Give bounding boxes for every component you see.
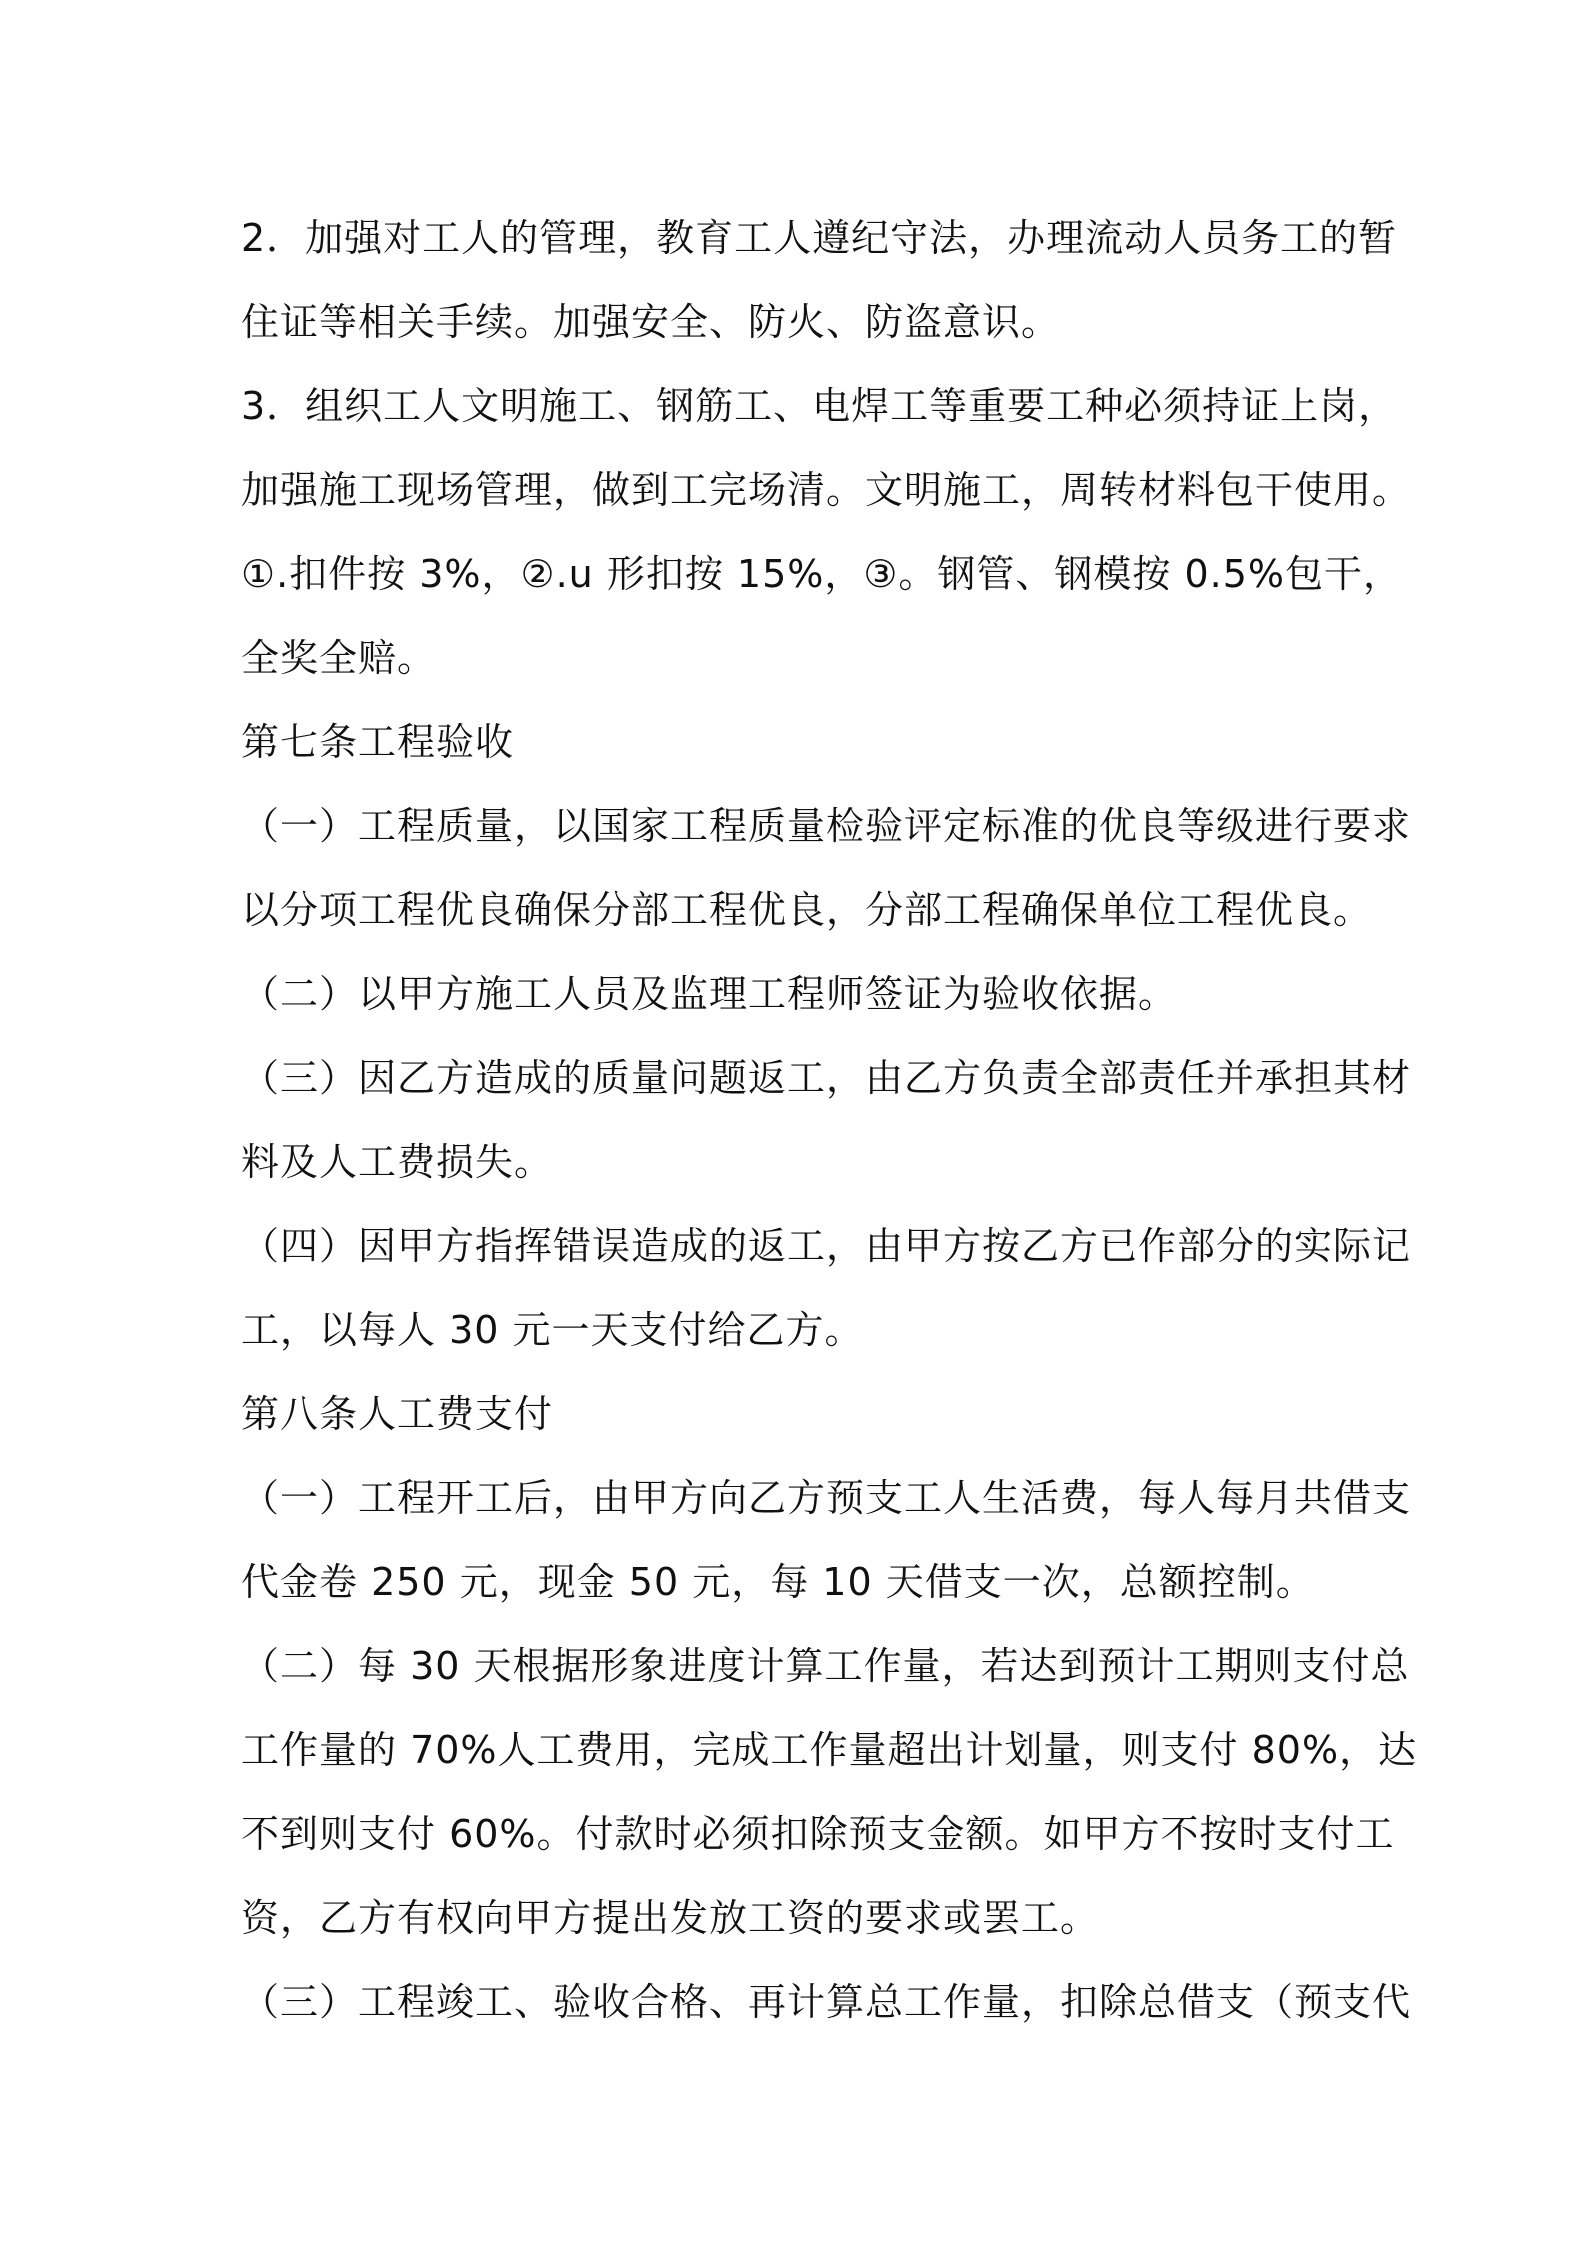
text-line: 工作量的 70%人工费用，完成工作量超出计划量，则支付 80%，达 — [241, 1728, 1418, 1772]
text-line: 住证等相关手续。加强安全、防火、防盗意识。 — [241, 300, 1061, 344]
text-line: 以分项工程优良确保分部工程优良，分部工程确保单位工程优良。 — [241, 888, 1373, 932]
section-heading: 第七条工程验收 — [241, 720, 515, 764]
document-body — [241, 196, 1418, 2044]
text-line: 代金卷 250 元，现金 50 元，每 10 天借支一次，总额控制。 — [241, 1560, 1315, 1604]
text-line: 3．组织工人文明施工、钢筋工、电焊工等重要工种必须持证上岗， — [241, 384, 1398, 428]
text-line: 资，乙方有权向甲方提出发放工资的要求或罢工。 — [241, 1896, 1100, 1940]
text-line: （三）工程竣工、验收合格、再计算总工作量，扣除总借支（预支代 — [241, 1980, 1412, 2024]
text-line: 料及人工费损失。 — [241, 1140, 554, 1184]
text-line: （一）工程质量，以国家工程质量检验评定标准的优良等级进行要求 — [241, 804, 1412, 848]
text-line: （一）工程开工后，由甲方向乙方预支工人生活费，每人每月共借支 — [241, 1476, 1412, 1520]
text-line: （四）因甲方指挥错误造成的返工，由甲方按乙方已作部分的实际记 — [241, 1224, 1412, 1268]
text-line: 不到则支付 60%。付款时必须扣除预支金额。如甲方不按时支付工 — [241, 1812, 1395, 1856]
text-line: （三）因乙方造成的质量问题返工，由乙方负责全部责任并承担其材 — [241, 1056, 1412, 1100]
section-heading: 第八条人工费支付 — [241, 1392, 554, 1436]
text-line: 全奖全赔。 — [241, 636, 437, 680]
text-line: 2．加强对工人的管理，教育工人遵纪守法，办理流动人员务工的暂 — [241, 216, 1398, 260]
text-line: 工，以每人 30 元一天支付给乙方。 — [241, 1308, 864, 1352]
text-line: 加强施工现场管理，做到工完场清。文明施工，周转材料包干使用。 — [241, 468, 1412, 512]
text-line: （二）每 30 天根据形象进度计算工作量，若达到预计工期则支付总 — [241, 1644, 1410, 1688]
text-line: ①.扣件按 3%，②.u 形扣按 15%，③。钢管、钢模按 0.5%包干， — [241, 552, 1403, 596]
text-line: （二）以甲方施工人员及监理工程师签证为验收依据。 — [241, 972, 1178, 1016]
